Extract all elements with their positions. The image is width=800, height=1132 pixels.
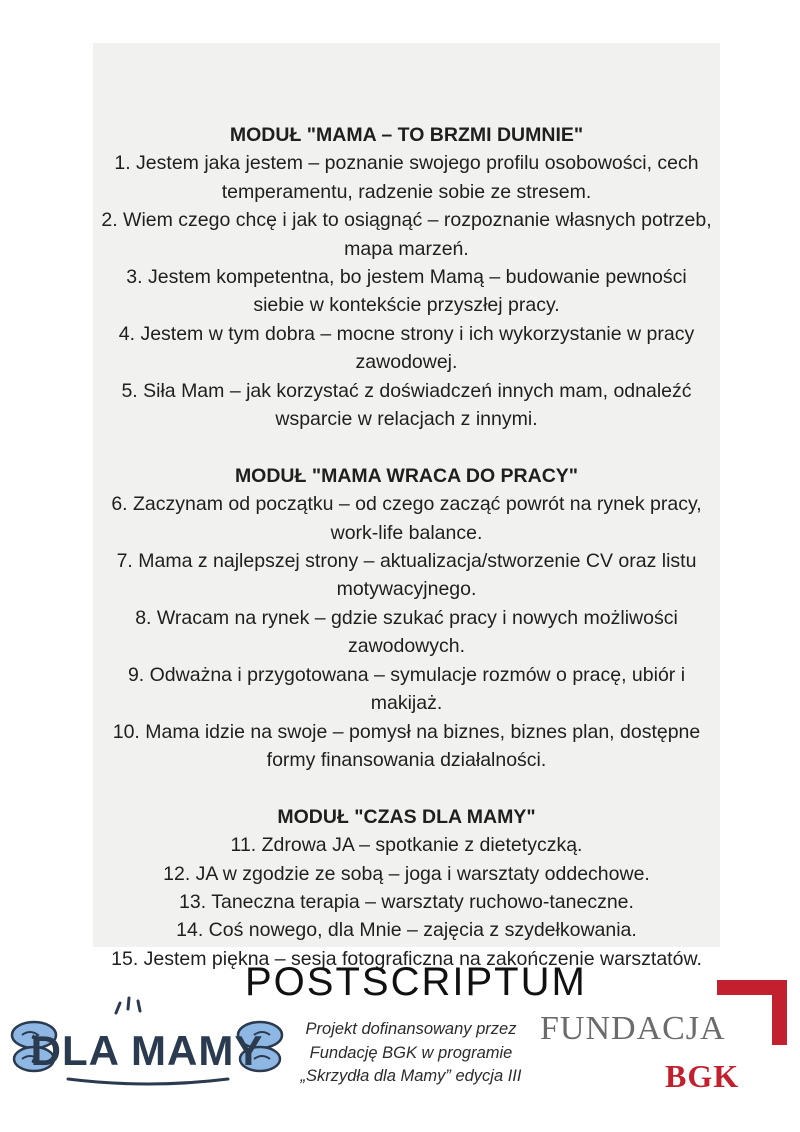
project-line: Fundację BGK w programie [309,1043,513,1062]
module-mama-wraca-do-pracy [93,462,720,774]
module-title: MODUŁ "MAMA – TO BRZMI DUMNIE" [229,124,584,146]
module-line: zawodowych. [347,635,466,658]
fundacja-label: FUNDACJA [540,1010,726,1047]
bgk-label: BGK [665,1058,740,1094]
dla-mamy-logo [8,995,284,1095]
module-title: MODUŁ "CZAS DLA MAMY" [277,805,536,828]
module-line: 7. Mama z najlepszej strony – aktualizacja/stworzenie CV oraz listu [116,550,697,573]
module-mama-to-brzmi-dumnie [93,121,720,433]
module-line: makijaż. [370,692,443,715]
module-line: mapa marzeń. [344,237,469,260]
module-line: formy finansowania działalności. [266,748,547,771]
logo-text: DLA MAMY [30,1027,264,1074]
module-line: work-life balance. [330,521,483,544]
module-line: 5. Siła Mam – jak korzystać z doświadczeń innych mam, odnaleźć [121,379,692,402]
module-line: 10. Mama idzie na swoje – pomysł na biznes, biznes plan, dostępne [112,720,701,743]
module-line: siebie w kontekście przyszłej pracy. [253,294,560,317]
module-line: 15. Jestem piękna – sesja fotograficzna na zakończenie warsztatów. [111,947,702,970]
project-funding-note [282,1018,540,1089]
module-line: temperamentu, radzenie sobie ze stresem. [221,180,592,203]
module-line: 4. Jestem w tym dobra – mocne strony i ich wykorzystanie w pracy [118,322,695,345]
project-line: Projekt dofinansowany przez [305,1020,517,1038]
module-line: 8. Wracam na rynek – gdzie szukać pracy i nowych możliwości [135,606,678,629]
module-line: 3. Jestem kompetentna, bo jestem Mamą – budowanie pewności [126,266,687,289]
sparkle-icon [116,998,140,1013]
module-line: wsparcie w relacjach z innymi. [275,408,538,431]
module-line: motywacyjnego. [336,578,477,601]
module-line: zawodowej. [355,351,458,374]
module-line: 2. Wiem czego chcę i jak to osiągnąć – rozpoznanie własnych potrzeb, [101,209,712,232]
project-line: „Skrzydła dla Mamy” edycja III [300,1067,522,1085]
module-title: MODUŁ "MAMA WRACA DO PRACY" [234,464,579,487]
module-line: 11. Zdrowa JA – spotkanie z dietetyczką. [230,834,583,857]
module-line: 6. Zaczynam od początku – od czego zacząć powrót na rynek pracy, [111,493,702,516]
module-line: 12. JA w zgodzie ze sobą – joga i warsztaty oddechowe. [163,862,650,885]
program-panel [93,43,720,970]
postscriptum-logo: POSTSCRIPTUM [245,960,587,1004]
module-line: 9. Odważna i przygotowana – symulacje rozmów o pracę, ubiór i [127,663,686,686]
program-content [93,121,720,973]
module-line: 13. Taneczna terapia – warsztaty ruchowo-taneczne. [179,890,634,913]
module-line: 1. Jestem jaka jestem – poznanie swojego profilu osobowości, cech [114,152,699,175]
module-czas-dla-mamy [93,803,720,973]
module-line: 14. Coś nowego, dla Mnie – zajęcia z szydełkowania. [176,919,637,942]
